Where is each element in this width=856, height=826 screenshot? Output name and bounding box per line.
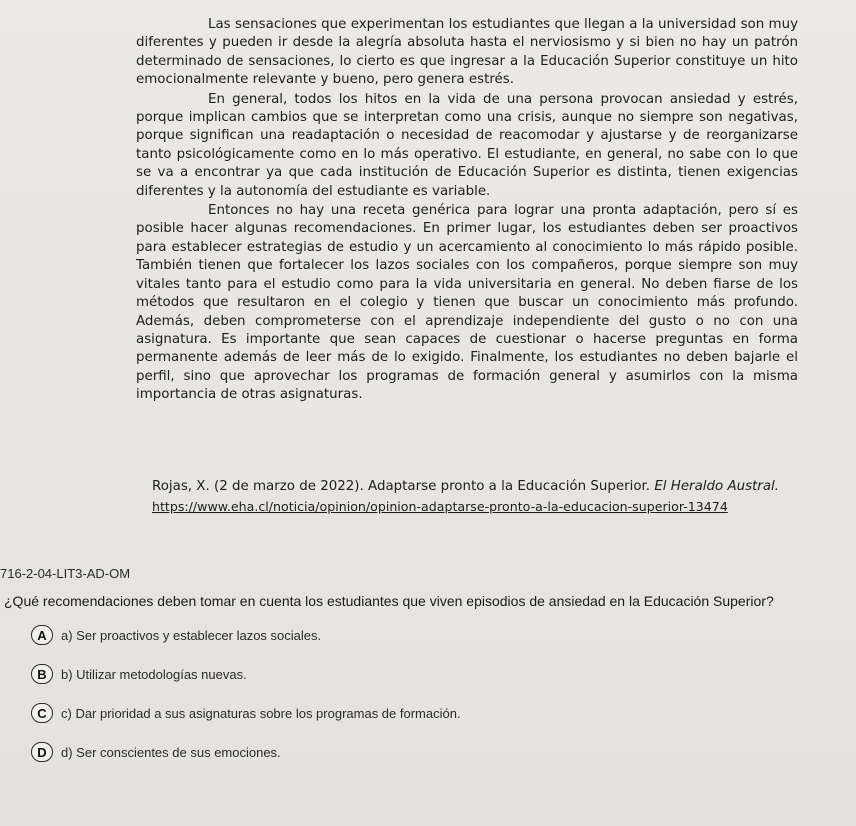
passage-paragraph-1: Las sensaciones que experimentan los estudiantes que llegan a la universidad son muy diferentes y pueden ir desde la alegría absoluta hasta el nerviosismo y si bien no hay un patrón determinado de sensaciones, lo cierto es que ingresar a la Educación Superior constituye un hito emocionalmente relevante y bueno, pero genera estrés. [136, 17, 798, 88]
passage-paragraph-3: Entonces no hay una receta genérica para lograr una pronta adaptación, pero sí es posible hacer algunas recomendaciones. En primer lugar, los estudiantes deben ser proactivos para establecer estrategias de estudio y un acercamiento al conocimiento lo más rápido posible. También tienen que fortalecer los lazos sociales con los compañeros, porque siempre son muy vitales tanto para el estudio como para la vida universitaria en general. No deben fiarse de los métodos que resultaron en el colegio y tienen que buscar un conocimiento más profundo. Además, deben comprometerse con el aprendizaje independiente del gusto o no con una asignatura. Es importante que sean capaces de cuestionar o hacerse preguntas en forma permanente además de leer más de lo exigido. Finalmente, los estudiantes no deben bajarle el perfil, sino que aprovechar los programas de formación general y asumirlos con la misma importancia de otras asignaturas. [136, 203, 798, 403]
option-a-letter[interactable]: A [31, 625, 53, 645]
reading-passage [136, 16, 798, 405]
question-text: ¿Qué recomendaciones deben tomar en cuenta los estudiantes que viven episodios de ansiedad en la Educación Superior? [4, 593, 774, 609]
citation-journal: El Heraldo Austral. [654, 479, 779, 494]
option-d[interactable] [31, 741, 461, 763]
option-c-letter[interactable]: C [31, 703, 53, 723]
citation-text: Rojas, X. (2 de marzo de 2022). Adaptarse pronto a la Educación Superior. [152, 479, 655, 494]
option-c[interactable] [31, 702, 461, 724]
option-c-text[interactable]: c) Dar prioridad a sus asignaturas sobre los programas de formación. [61, 705, 461, 721]
source-citation [152, 477, 812, 517]
answer-options [31, 624, 461, 780]
option-d-letter[interactable]: D [31, 742, 53, 762]
citation-link[interactable]: https://www.eha.cl/noticia/opinion/opinion-adaptarse-pronto-a-la-educacion-superior-13474 [152, 499, 728, 514]
option-b-letter[interactable]: B [31, 664, 53, 684]
option-b[interactable] [31, 663, 461, 685]
option-a[interactable] [31, 624, 461, 646]
option-d-text[interactable]: d) Ser conscientes de sus emociones. [61, 744, 281, 760]
option-b-text[interactable]: b) Utilizar metodologías nuevas. [61, 666, 247, 682]
passage-paragraph-2: En general, todos los hitos en la vida de una persona provocan ansiedad y estrés, porque implican cambios que se interpretan como una crisis, aunque no siempre son negativas, porque significan una readaptación o necesidad de reacomodar y ajustarse y de reorganizarse tanto psicológicamente como en lo más operativo. El estudiante, en general, no sabe con lo que se va a encontrar ya que cada institución de Educación Superior es distinta, tienen exigencias diferentes y la autonomía del estudiante es variable. [136, 91, 798, 199]
question-code: 716-2-04-LIT3-AD-OM [0, 566, 131, 581]
option-a-text[interactable]: a) Ser proactivos y establecer lazos sociales. [61, 627, 322, 643]
